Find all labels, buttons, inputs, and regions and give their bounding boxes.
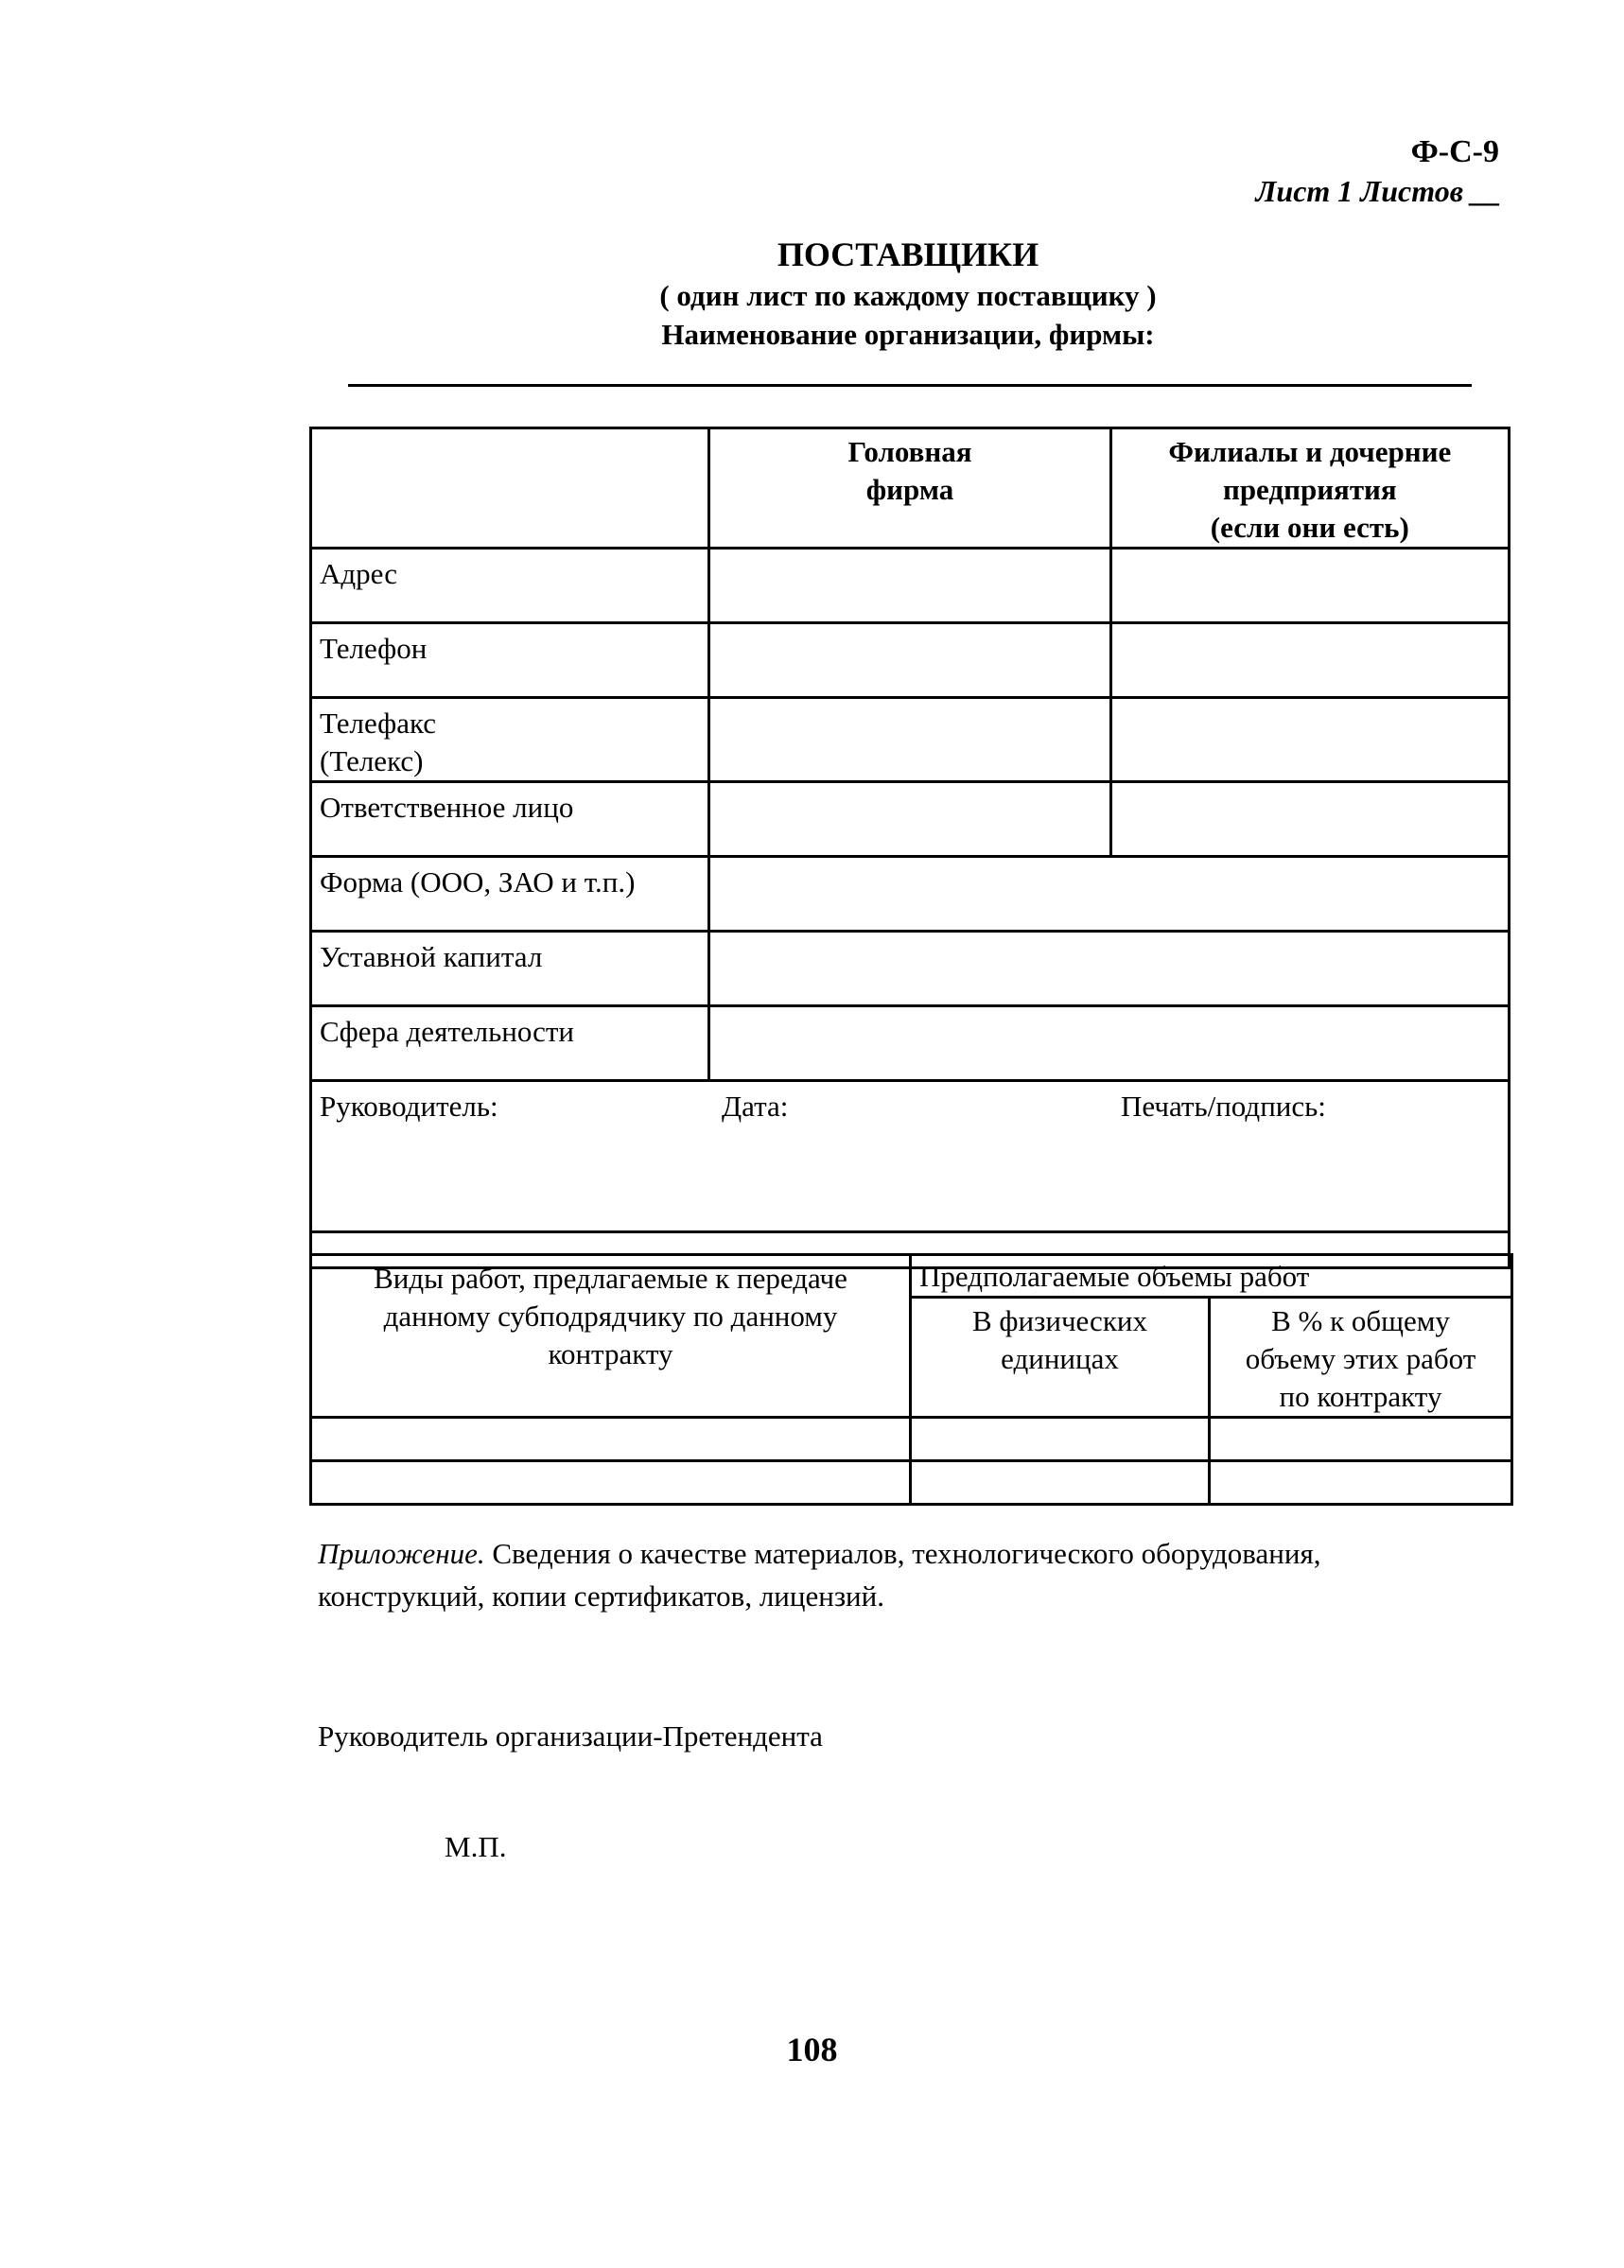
head-signature-label: Руководитель организации-Претендента	[318, 1719, 823, 1753]
form-code: Ф-С-9	[1410, 134, 1499, 169]
supplier-table	[309, 427, 1510, 1269]
header-line: Головная	[847, 435, 972, 468]
header-line: В физических	[972, 1304, 1147, 1337]
appendix-text: Сведения о качестве материалов, технологического оборудования,	[484, 1537, 1321, 1570]
branches-phone-cell[interactable]	[1110, 623, 1509, 698]
row-label-phone: Телефон	[311, 623, 709, 698]
physical-units-header	[911, 1298, 1210, 1418]
header-line: Филиалы и дочерние	[1168, 435, 1452, 468]
document-subtitle: ( один лист по каждому поставщику )	[659, 279, 1157, 312]
signature-labels	[320, 1088, 1508, 1125]
organization-name-line[interactable]	[348, 384, 1472, 387]
table-row	[311, 1006, 1510, 1081]
header-line: данному субподрядчику по данному	[383, 1300, 838, 1333]
works-type-cell[interactable]	[311, 1418, 911, 1461]
header-line: Виды работ, предлагаемые к передаче	[374, 1262, 847, 1295]
works-table	[309, 1253, 1513, 1506]
appendix-label: Приложение.	[318, 1537, 485, 1570]
branches-header	[1110, 428, 1509, 549]
table-row	[311, 1461, 1512, 1505]
table-row	[311, 857, 1510, 932]
signature-cell[interactable]	[311, 1081, 1510, 1232]
works-header-row	[311, 1255, 1512, 1298]
row-label-form: Форма (ООО, ЗАО и т.п.)	[311, 857, 709, 932]
header-line: предприятия	[1222, 473, 1397, 506]
head-office-address-cell[interactable]	[709, 549, 1110, 623]
head-office-responsible-cell[interactable]	[709, 782, 1110, 857]
header-line: В % к общему	[1271, 1304, 1450, 1337]
head-office-fax-cell[interactable]	[709, 698, 1110, 782]
stamp-label: Печать/подпись:	[1121, 1090, 1326, 1123]
table-row	[311, 932, 1510, 1006]
header-line: по контракту	[1279, 1380, 1442, 1413]
appendix-paragraph	[318, 1532, 1510, 1617]
appendix-line	[318, 1532, 1510, 1575]
row-label-fax	[311, 698, 709, 782]
physical-units-cell[interactable]	[911, 1418, 1210, 1461]
table-row	[311, 623, 1510, 698]
works-type-cell[interactable]	[311, 1461, 911, 1505]
branches-responsible-cell[interactable]	[1110, 782, 1509, 857]
signature-row	[311, 1081, 1510, 1232]
row-label-line: (Телекс)	[320, 744, 424, 777]
percent-cell[interactable]	[1210, 1418, 1512, 1461]
row-label-address: Адрес	[311, 549, 709, 623]
header-line: (если они есть)	[1210, 511, 1409, 544]
activity-value-cell[interactable]	[709, 1006, 1510, 1081]
header-line: единицах	[1001, 1342, 1119, 1375]
percent-cell[interactable]	[1210, 1461, 1512, 1505]
organization-label: Наименование организации, фирмы:	[661, 318, 1155, 351]
manager-label: Руководитель:	[320, 1090, 498, 1123]
table-row	[311, 782, 1510, 857]
form-value-cell[interactable]	[709, 857, 1510, 932]
table-row	[311, 698, 1510, 782]
row-label-line: Телефакс	[320, 707, 437, 740]
table-header-row	[311, 428, 1510, 549]
physical-units-cell[interactable]	[911, 1461, 1210, 1505]
table-row	[311, 1418, 1512, 1461]
branches-address-cell[interactable]	[1110, 549, 1509, 623]
works-types-header	[311, 1255, 911, 1418]
date-label: Дата:	[722, 1090, 789, 1123]
header-line: фирма	[865, 473, 954, 506]
row-label-activity: Сфера деятельности	[311, 1006, 709, 1081]
head-office-phone-cell[interactable]	[709, 623, 1110, 698]
appendix-line: конструкций, копии сертификатов, лицензий.	[318, 1579, 884, 1613]
volumes-header: Предполагаемые объемы работ	[911, 1255, 1512, 1298]
empty-header-cell	[311, 428, 709, 549]
sheet-line: Лист 1 Листов __	[1255, 174, 1501, 208]
table-row	[311, 549, 1510, 623]
row-label-capital: Уставной капитал	[311, 932, 709, 1006]
document-title: ПОСТАВЩИКИ	[777, 236, 1039, 273]
row-label-responsible: Ответственное лицо	[311, 782, 709, 857]
branches-fax-cell[interactable]	[1110, 698, 1509, 782]
capital-value-cell[interactable]	[709, 932, 1510, 1006]
page-number: 108	[786, 2031, 838, 2068]
head-office-header	[709, 428, 1110, 549]
percent-header	[1210, 1298, 1512, 1418]
stamp-place-label: М.П.	[445, 1830, 507, 1863]
header-line: объему этих работ	[1245, 1342, 1476, 1375]
header-line: контракту	[548, 1337, 673, 1370]
